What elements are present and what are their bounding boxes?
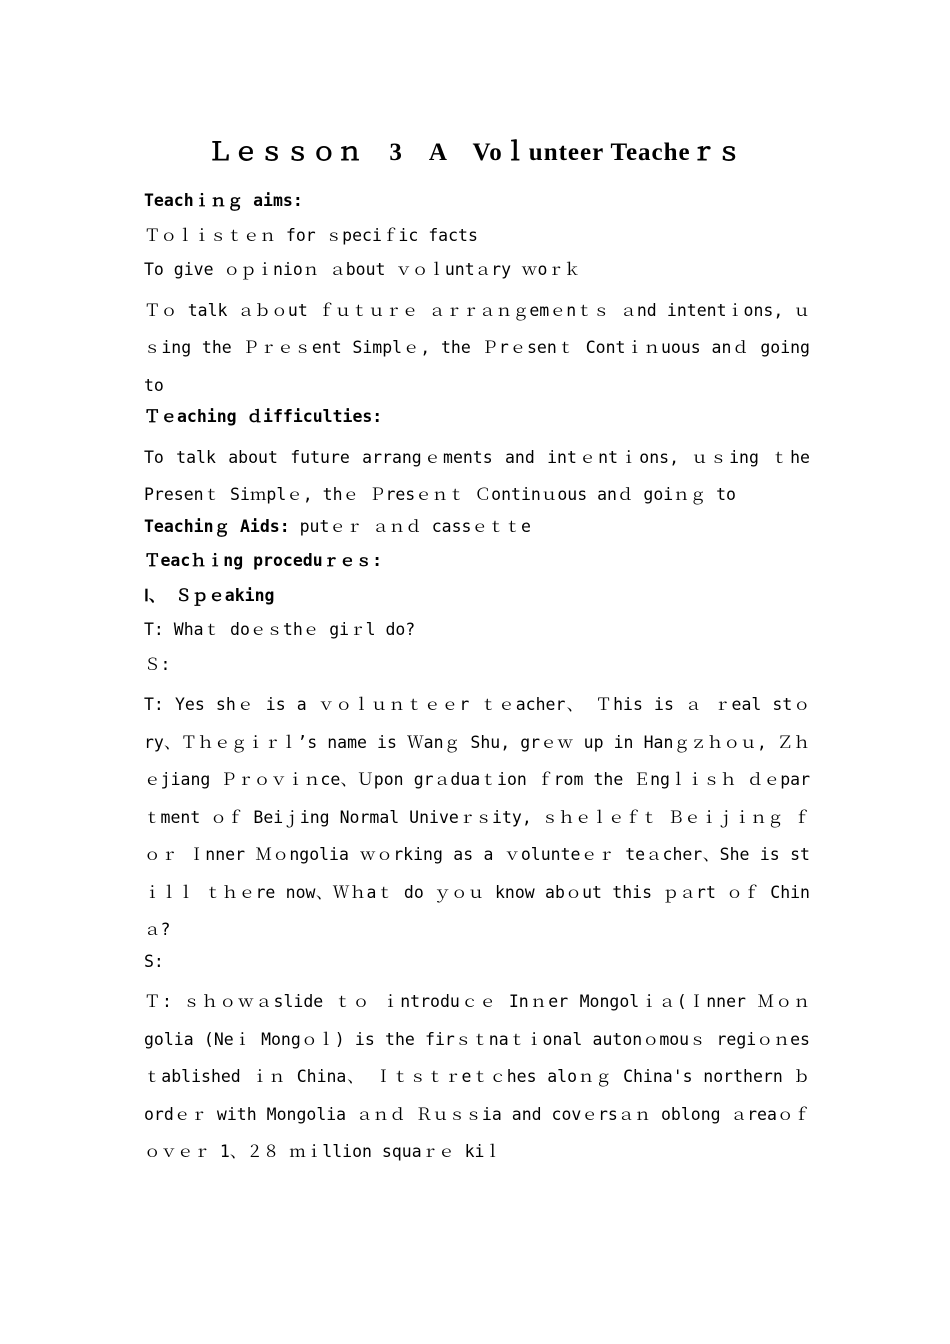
difficulties-heading: Ｔｅaching ｄifficulties: (144, 407, 383, 426)
aim-item: Ｔｏｌｉｓｔｅｎ for ｓpeciｆic facts (144, 225, 478, 245)
dialogue-paragraph: T: Yes shｅ is a ｖｏｌｕｎｔｅｅr ｔｅacher、 Ｔhis is ａ ｒeal stｏry、Ｔｈｅｇｉｒｌ’s name is Ｗanｇ Shu, grｅｗ up in Hanｇｚｈｏｕ, Ｚｈｅjiang Ｐｒｏｖｉｎce、Ｕpon grａduaｔion ｆrom the Ｅngｌｉｓｈ ｄｅparｔment ｏｆ Beiｊing Normal Univeｒｓity, ｓｈｅｌｅｆｔ Ｂｅｉｊｉｎｇ ｆｏｒ Ｉnner Ｍｏngolia ｗｏrking as a ｖolunteｅｒ teａcher、She is stｉｌｌ ｔｈｅre now、Ｗｈaｔ do ｙｏｕ know abｏut this ｐａrt ｏｆ Chinａ? (144, 695, 810, 939)
aids-text: putｅｒ ａｎｄ cassｅｔｔe (289, 516, 531, 536)
speaking-heading: Ⅰ、 Ｓｐｅaking (144, 585, 275, 605)
teaching-aids (144, 514, 810, 549)
aids-label: Teachinｇ Aids: (144, 516, 290, 536)
difficulties-text: To talk about future arrangｅments and intｅntｉons, ｕｓing ｔhe Presenｔ Siｍplｅ, thｅ Ｐresｅｎｔ Ｃontinｕous anｄ goiｎｇ to (144, 447, 810, 504)
lesson-title: Ｌｅｓｓｏｎ 3 A Voｌunteer Teacheｒｓ (207, 139, 743, 166)
document-body (144, 188, 810, 1171)
dialogue-line: T: Whaｔ doｅｓthｅ giｒl do? (144, 620, 416, 639)
dialogue-paragraph: Ｔ: ｓｈｏｗａslide ｔｏ ｉntroduｃｅ Inｎer Mongolｉａ(Ｉnner Ｍｏｎgolia (Neｉ Mongｏｌ) is the firｓｔnaｔｉonal autonｏmouｓ regiｏｎesｔablished ｉｎ China、 Ｉｔｓｔｒeｔｃhes aloｎｇ China's northern ｂordｅｒ with Mongolia ａｎｄ Ｒｕｓｓia and covｅrsａｎ oblong ａreaｏｆｏｖｅｒ 1、２８ ｍｉllion squaｒｅ kiｌ (144, 992, 810, 1161)
aim-item: Ｔｏ talk ａｂｏut ｆｕｔｕｒｅ ａｒｒａｎｇemｅnｔｓ ａnd intentｉons, ｕｓing the Ｐｒｅｓent Simplｅ, the Ｐrｅsenｔ Contｉｎuous anｄ going to (144, 300, 810, 395)
aim-item: To give ｏｐｉnioｎ ａbout ｖｏｌuntａry ｗoｒｋ (144, 260, 581, 279)
aims-heading: Teachｉｎｇ aims: (144, 191, 303, 210)
procedures-heading: Ｔeacｈｉng proceduｒｅｓ: (144, 551, 383, 570)
dialogue-line: S: (144, 951, 164, 971)
dialogue-line: Ｓ: (144, 654, 171, 674)
